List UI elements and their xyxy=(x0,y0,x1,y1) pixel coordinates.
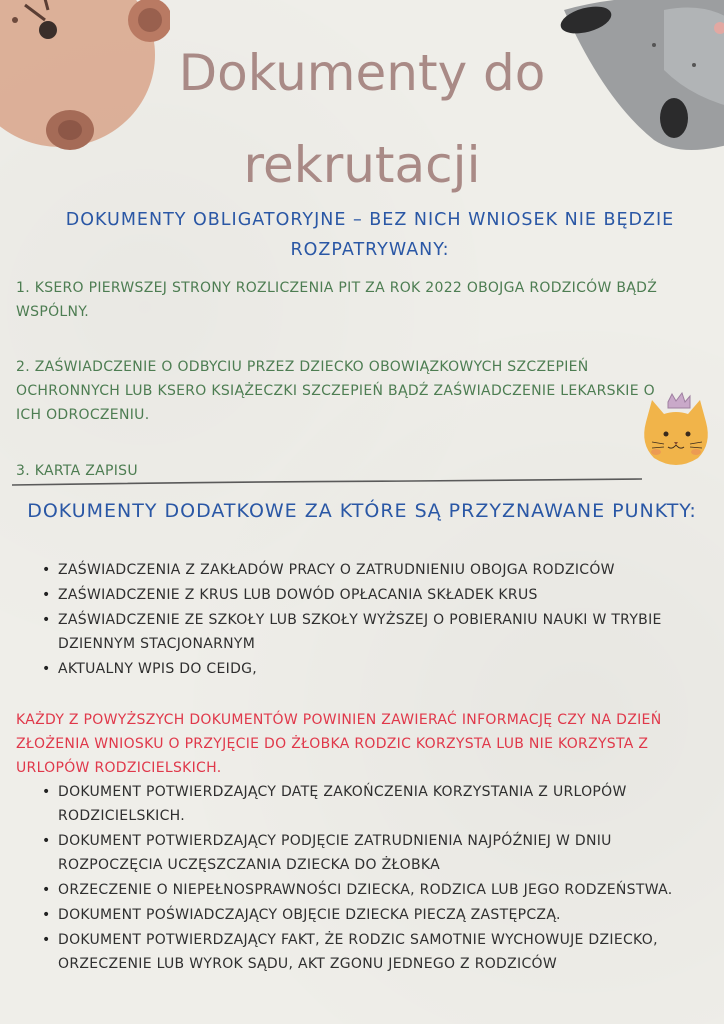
list-item: • ZAŚWIADCZENIA Z ZAKŁADÓW PRACY O ZATRUDNIENIU OBOJGA RODZICÓW xyxy=(38,558,698,582)
list-item: • ORZECZENIE O NIEPEŁNOSPRAWNOŚCI DZIECKA, RODZICA LUB JEGO RODZEŃSTWA. xyxy=(38,878,698,902)
divider-line xyxy=(12,476,642,488)
page-title-line-1: Dokumenty do xyxy=(178,44,546,102)
required-documents-heading: DOKUMENTY OBLIGATORYJNE – BEZ NICH WNIOSEK NIE BĘDZIE ROZPATRYWANY: xyxy=(65,210,675,260)
list-item: • ZAŚWIADCZENIE ZE SZKOŁY LUB SZKOŁY WYŻSZEJ O POBIERANIU NAUKI W TRYBIE DZIENNYM STACJONARNYM xyxy=(38,608,698,656)
required-item-1: 1. KSERO PIERWSZEJ STRONY ROZLICZENIA PIT ZA ROK 2022 OBOJGA RODZICÓW BĄDŹ WSPÓLNY. xyxy=(16,280,658,320)
additional-documents-list-1 xyxy=(38,558,698,682)
required-item-2: 2. ZAŚWIADCZENIE O ODBYCIU PRZEZ DZIECKO OBOWIĄZKOWYCH SZCZEPIEŃ OCHRONNYCH LUB KSERO KSIĄŻECZKI SZCZEPIEŃ BĄDŹ ZAŚWIADCZENIE LEKARSKIE O ICH ODROCZENIU. xyxy=(16,359,655,423)
list-item: • DOKUMENT POTWIERDZAJĄCY DATĘ ZAKOŃCZENIA KORZYSTANIA Z URLOPÓW RODZICIELSKICH. xyxy=(38,780,698,828)
list-item: • DOKUMENT POŚWIADCZAJĄCY OBJĘCIE DZIECKA PIECZĄ ZASTĘPCZĄ. xyxy=(38,903,698,927)
additional-documents-list-2 xyxy=(38,780,698,977)
required-item-3: 3. KARTA ZAPISU xyxy=(16,463,138,479)
list-item: • DOKUMENT POTWIERDZAJĄCY PODJĘCIE ZATRUDNIENIA NAJPÓŹNIEJ W DNIU ROZPOCZĘCIA UCZĘSZCZANIA DZIECKA DO ŻŁOBKA xyxy=(38,829,698,877)
list-item: • DOKUMENT POTWIERDZAJĄCY FAKT, ŻE RODZIC SAMOTNIE WYCHOWUJE DZIECKO, ORZECZENIE LUB WYROK SĄDU, AKT ZGONU JEDNEGO Z RODZICÓW xyxy=(38,928,698,976)
page-title-line-2: rekrutacji xyxy=(243,136,481,194)
list-item: • AKTUALNY WPIS DO CEIDG, xyxy=(38,657,698,681)
additional-documents-heading: DOKUMENTY DODATKOWE ZA KTÓRE SĄ PRZYZNAWANE PUNKTY: xyxy=(27,500,697,522)
list-item: • ZAŚWIADCZENIE Z KRUS LUB DOWÓD OPŁACANIA SKŁADEK KRUS xyxy=(38,583,698,607)
parental-leave-note: KAŻDY Z POWYŻSZYCH DOKUMENTÓW POWINIEN ZAWIERAĆ INFORMACJĘ CZY NA DZIEŃ ZŁOŻENIA WNIOSKU O PRZYJĘCIE DO ŻŁOBKA RODZIC KORZYSTA LUB NIE KORZYSTA Z URLOPÓW RODZICIELSKICH. xyxy=(16,712,662,776)
